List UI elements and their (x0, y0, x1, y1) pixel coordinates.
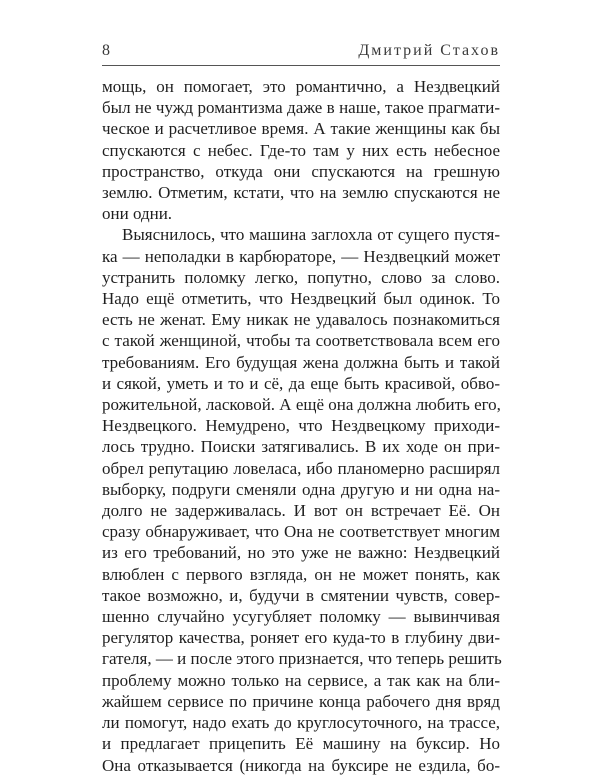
text-line: регулятор качества, роняет его куда-то в глубину дви- (102, 628, 500, 648)
text-line: и предлагает прицепить Её машину на буксир. Но (102, 734, 500, 754)
paragraph-1 (102, 76, 500, 224)
text-line: Выяснилось, что машина заглохла от сущего пустя- (122, 225, 500, 245)
text-line: лось трудно. Поиски затягивались. В их ходе он при- (102, 437, 500, 457)
text-line: долго не задерживалась. И вот он встречает Её. Он (102, 501, 500, 521)
text-line: ка — неполадки в карбюраторе, — Нездвецкий может (102, 246, 500, 266)
text-line: требованиям. Его будущая жена должна быть и такой (102, 352, 500, 372)
text-line: устранить поломку легко, попутно, слово за слово. (102, 267, 500, 287)
text-line: такое возможно, и, будучи в смятении чувств, совер- (102, 585, 500, 605)
text-line: обрел репутацию ловеласа, ибо планомерно расширял (102, 458, 500, 478)
text-line: влюблен с первого взгляда, он не может понять, как (102, 564, 500, 584)
text-line: жайшем сервисе по причине конца рабочего дня вряд (102, 691, 500, 711)
text-line: шенно случайно усугубляет поломку — вывинчивая (102, 607, 500, 627)
text-line: сразу обнаруживает, что Она не соответствует многим (102, 522, 500, 542)
text-line: с такой женщиной, чтобы та соответствовала всем его (102, 331, 500, 351)
paragraph-2 (102, 224, 500, 775)
text-line: есть не женат. Ему никак не удавалось познакомиться (102, 310, 500, 330)
running-head-author: Дмитрий Стахов (358, 42, 500, 59)
text-line: Надо ещё отметить, что Нездвецкий был одинок. То (102, 289, 500, 309)
text-line: мощь, он помогает, это романтично, а Нездвецкий (102, 77, 500, 96)
text-line: Нездвецкого. Немудрено, что Нездвецкому приходи- (102, 416, 500, 436)
text-line: из его требований, но это уже не важно: Нездвецкий (102, 543, 500, 563)
text-line: они одни. (102, 204, 173, 224)
text-line: проблему можно только на сервисе, а так как на бли- (102, 670, 500, 690)
text-line: ческое и расчетливое время. А такие женщины как бы (102, 119, 500, 139)
header-rule (102, 65, 500, 66)
page-number: 8 (102, 42, 110, 59)
text-line: землю. Отметим, кстати, что на землю спускаются не (102, 183, 500, 203)
running-header (102, 42, 500, 60)
text-line: пространство, откуда они спускаются на грешную (102, 161, 500, 181)
text-line: и сякой, уметь и то и сё, да еще быть красивой, обво- (102, 373, 500, 393)
text-line: гателя, — и после этого признается, что теперь решить (102, 649, 502, 669)
text-line: был не чужд романтизма даже в наше, такое прагмати- (102, 98, 500, 118)
text-line: Она отказывается (никогда на буксире не ездила, бо- (102, 755, 500, 775)
text-line: ли помогут, надо ехать до круглосуточного, на трассе, (102, 713, 500, 733)
text-line: выборку, подруги сменяли одна другую и ни одна на- (102, 479, 500, 499)
text-line: рожительной, ласковой. А ещё она должна любить его, (102, 395, 501, 415)
text-line: спускаются с небес. Где-то там у них есть небесное (102, 140, 500, 160)
body-text (102, 76, 500, 776)
